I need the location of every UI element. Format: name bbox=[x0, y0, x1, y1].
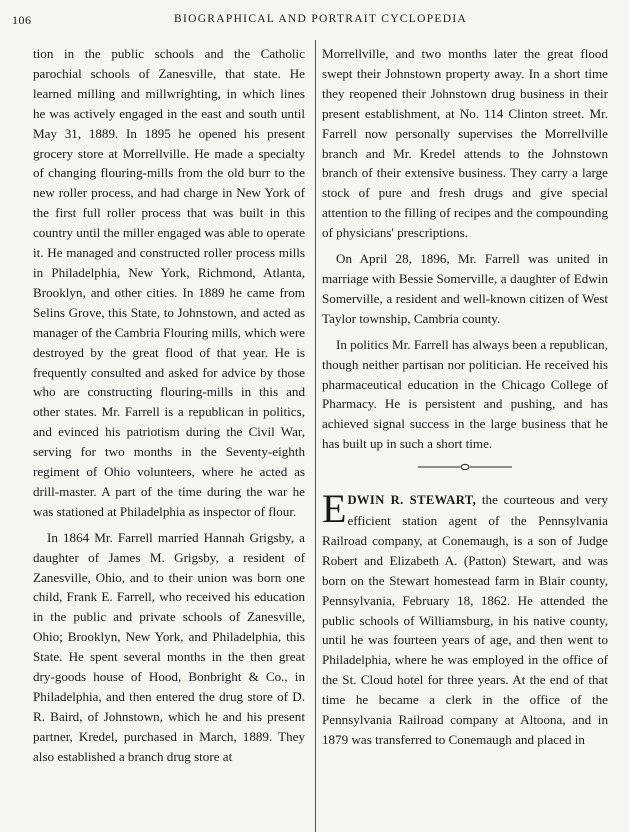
right-paragraph-3: In politics Mr. Farrell has always been a republican, though neither partisan nor politician. He received his pharmaceutical education in the Chicago College of Pharmacy. He is persistent and pushing, and has achieved signal success in the large business that he has built up in such a short time. bbox=[322, 336, 608, 452]
bio-text: the courteous and very efficient station agent of the Pennsylvania Railroad company, at Conemaugh, is a son of Judge Robert and Elizabeth A. (Patton) Stewart, and was born on the Stewart homestead farm in Blair county, Pennsylvania, February 18, 1862. He attended the public schools of Williamsburg, in his native county, until he was fourteen years of age, and then went to Philadelphia, where he was employed in the office of the St. Cloud hotel for three years. At the end of that time he became a clerk in the office of the Pennsylvania Railroad company at Altoona, and in 1879 was transferred to Conemaugh and placed in bbox=[322, 492, 608, 747]
running-head: BIOGRAPHICAL AND PORTRAIT CYCLOPEDIA bbox=[174, 13, 468, 25]
left-column bbox=[33, 44, 305, 767]
dropcap-letter: E bbox=[322, 486, 347, 532]
left-paragraph-2: In 1864 Mr. Farrell married Hannah Grigsby, a daughter of James M. Grigsby, a resident of Zanesville, Ohio, and to their union was born one child, Frank E. Farrell, who received his education in the public and private schools of Zanesville, Ohio; Brooklyn, New York, and Philadelphia, this State. He spent several months in the then great dry-goods house of Hood, Bonbright & Co., in Philadelphia, and then entered the drug store of D. R. Baird, of Johnstown, which he and his present partner, Kredel, purchased in March, 1889. They also established a branch drug store at bbox=[33, 529, 305, 764]
right-column bbox=[322, 44, 608, 750]
stewart-biography bbox=[322, 486, 608, 750]
right-paragraph-2: On April 28, 1896, Mr. Farrell was united in marriage with Bessie Somerville, a daughter of Edwin Somerville, a resident and well-known citizen of West Taylor township, Cambria county. bbox=[322, 251, 608, 326]
section-ornament-divider bbox=[322, 458, 608, 476]
column-divider-rule bbox=[315, 40, 316, 832]
right-paragraph-1: Morrellville, and two months later the great flood swept their Johnstown property away. In a short time they reopened their Johnstown drug business in their present establishment, at No. 114 Clinton street. Mr. Farrell now personally supervises the Morrellville branch and Mr. Kredel attends to the Johnstown branch of their extensive business. They carry a large stock of pure and fresh drugs and give special attention to the filling of recipes and the compounding of physicians' prescriptions. bbox=[322, 46, 608, 241]
page-number: 106 bbox=[12, 13, 32, 27]
left-paragraph-1: tion in the public schools and the Catholic parochial schools of Zanesville, that state. He learned milling and millwrighting, in which lines he was actively engaged in the east and south until May 31, 1889. In 1895 he opened his present grocery store at Morrellville. He made a specialty of changing flouring-mills from the old burr to the new roller process, and had charge in New York of the first full roller process that was built in this country until the miller engaged was able to operate it. He managed and constructed roller process mills in Philadelphia, New York, Richmond, Atlanta, Brooklyn, and other cities. In 1889 he came from Selins Grove, this State, to Johnstown, and acted as manager of the Cambria Flouring mills, which were destroyed by the great flood of that year. He is frequently consulted and asked for advice by those who are constructing flouring-mills in this and other states. Mr. Farrell is a republican in politics, and evinced his patriotism during the Civil War, serving for two months in the Seventy-eighth regiment of Ohio volunteers, where he acted as drill-master. A part of the time during the war he was stationed at Philadelphia as inspector of flour. bbox=[33, 46, 305, 519]
bio-subject-name: DWIN R. STEWART, bbox=[347, 493, 477, 508]
page-header bbox=[0, 13, 629, 29]
ornament-rule-icon bbox=[322, 458, 608, 476]
